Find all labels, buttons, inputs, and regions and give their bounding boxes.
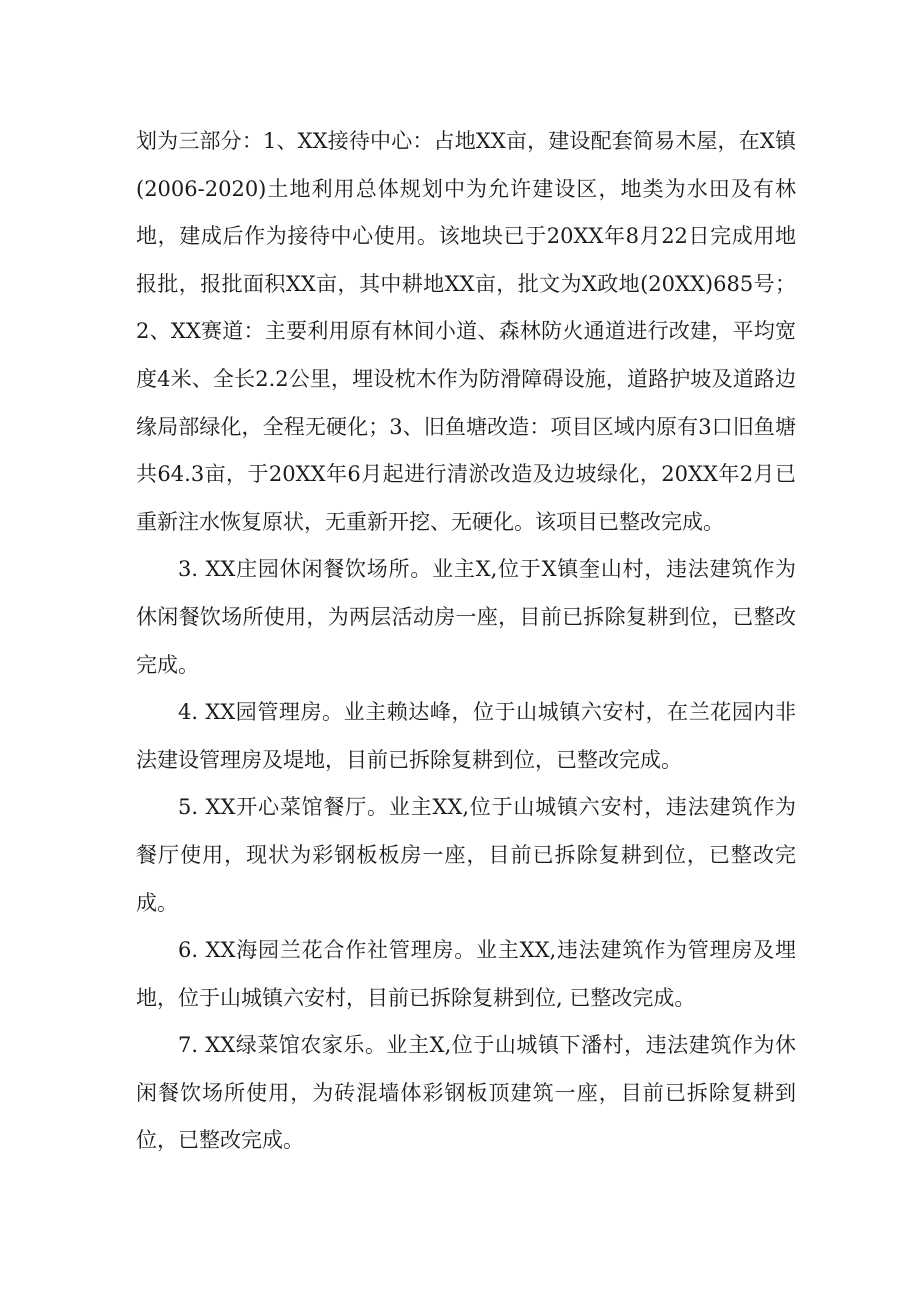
paragraph-continuation: 划为三部分：1、XX接待中心：占地XX亩，建设配套简易木屋，在X镇(2006-2020)土地利用总体规划中为允许建设区，地类为水田及有林地，建成后作为接待中心使用。该地块已于20XX年8月22日完成用地报批，报批面积XX亩，其中耕地XX亩，批文为X政地(20XX)685号；2、XX赛道：主要利用原有林间小道、森林防火通道进行改建，平均宽度4米、全长2.2公里，埋设枕木作为防滑障碍设施，道路护坡及道路边缘局部绿化，全程无硬化；3、旧鱼塘改造：项目区域内原有3口旧鱼塘共64.3亩，于20XX年6月起进行清淤改造及边坡绿化，20XX年2月已重新注水恢复原状，无重新开挖、无硬化。该项目已整改完成。 [136, 129, 796, 534]
document-body [136, 118, 796, 1165]
paragraph-item-5: 5. XX开心菜馆餐厅。业主XX,位于山城镇六安村，违法建筑作为餐厅使用，现状为彩钢板板房一座，目前已拆除复耕到位，已整改完成。 [136, 795, 796, 915]
paragraph-item-3: 3. XX庄园休闲餐饮场所。业主X,位于X镇奎山村，违法建筑作为休闲餐饮场所使用，为两层活动房一座，目前已拆除复耕到位，已整改完成。 [136, 557, 796, 677]
paragraph-item-4: 4. XX园管理房。业主赖达峰，位于山城镇六安村，在兰花园内非法建设管理房及堤地，目前已拆除复耕到位，已整改完成。 [136, 700, 796, 772]
paragraph-item-7: 7. XX绿菜馆农家乐。业主X,位于山城镇下潘村，违法建筑作为休闲餐饮场所使用，为砖混墙体彩钢板顶建筑一座，目前已拆除复耕到位，已整改完成。 [136, 1033, 796, 1153]
paragraph-item-6: 6. XX海园兰花合作社管理房。业主XX,违法建筑作为管理房及埋地，位于山城镇六安村，目前已拆除复耕到位, 已整改完成。 [136, 938, 796, 1010]
